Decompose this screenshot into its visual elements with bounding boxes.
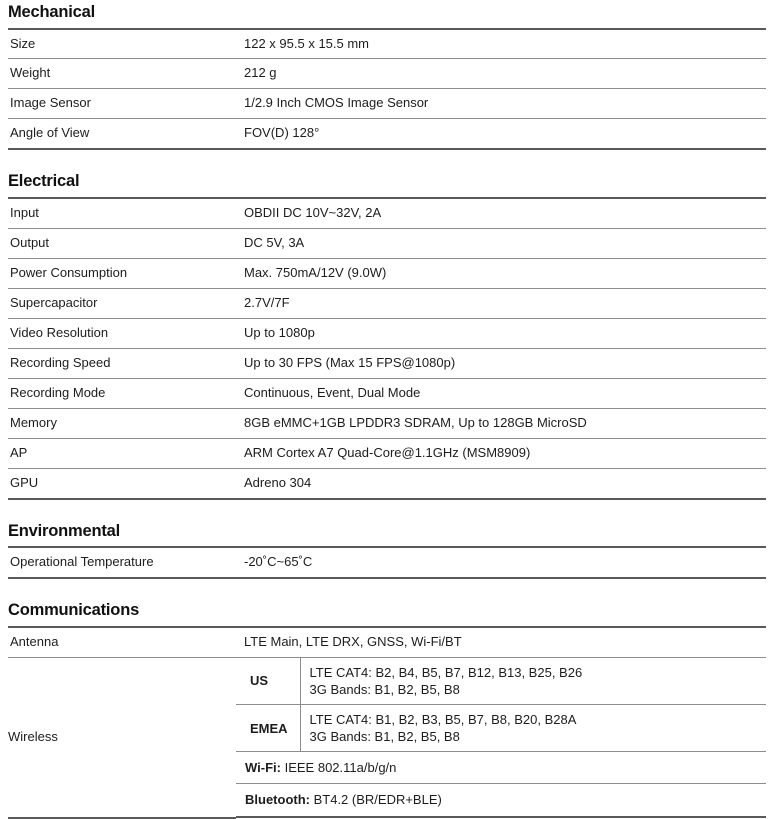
wireless-region-row xyxy=(236,704,766,751)
spec-table-electrical xyxy=(8,197,766,500)
row-value: 212 g xyxy=(236,59,766,89)
row-label-wireless: Wireless xyxy=(8,657,236,817)
row-label: Input xyxy=(8,198,236,228)
row-value: FOV(D) 128° xyxy=(236,119,766,149)
row-value: Adreno 304 xyxy=(236,468,766,498)
row-label: Output xyxy=(8,228,236,258)
table-row xyxy=(8,198,766,228)
region-bands-emea xyxy=(300,704,766,751)
spec-table-mechanical xyxy=(8,28,766,151)
row-value: Up to 30 FPS (Max 15 FPS@1080p) xyxy=(236,348,766,378)
wifi-cell xyxy=(236,752,766,784)
table-row xyxy=(8,29,766,59)
wireless-detail-cell xyxy=(236,657,766,817)
region-label-emea: EMEA xyxy=(236,704,300,751)
table-row xyxy=(8,119,766,149)
table-row xyxy=(8,258,766,288)
row-label: Memory xyxy=(8,408,236,438)
section-title-electrical: Electrical xyxy=(8,172,80,191)
row-value: 2.7V/7F xyxy=(236,288,766,318)
section-title-mechanical: Mechanical xyxy=(8,3,95,21)
bluetooth-cell xyxy=(236,784,766,817)
row-label: Recording Mode xyxy=(8,378,236,408)
section-title-communications: Communications xyxy=(8,601,140,620)
table-row xyxy=(8,627,766,657)
table-row-wireless xyxy=(8,657,766,817)
row-value: LTE Main, LTE DRX, GNSS, Wi-Fi/BT xyxy=(236,627,766,657)
row-value: 122 x 95.5 x 15.5 mm xyxy=(236,29,766,59)
row-label: Power Consumption xyxy=(8,258,236,288)
row-value: Max. 750mA/12V (9.0W) xyxy=(236,258,766,288)
table-row xyxy=(8,318,766,348)
row-label: AP xyxy=(8,438,236,468)
section-title-environmental: Environmental xyxy=(8,521,121,540)
row-label: Image Sensor xyxy=(8,89,236,119)
row-label: Weight xyxy=(8,59,236,89)
spec-table-communications xyxy=(8,626,766,819)
table-row xyxy=(8,408,766,438)
row-value: 8GB eMMC+1GB LPDDR3 SDRAM, Up to 128GB MicroSD xyxy=(236,408,766,438)
row-value: ARM Cortex A7 Quad-Core@1.1GHz (MSM8909) xyxy=(236,438,766,468)
wireless-region-row xyxy=(236,658,766,705)
region-label-us: US xyxy=(236,658,300,705)
section-spacer xyxy=(8,579,766,602)
bluetooth-label: Bluetooth: xyxy=(245,792,310,808)
section-spacer xyxy=(8,500,766,523)
table-row xyxy=(8,288,766,318)
row-value: Up to 1080p xyxy=(236,318,766,348)
table-row xyxy=(8,348,766,378)
row-label: Supercapacitor xyxy=(8,288,236,318)
lte-band-line: LTE CAT4: B2, B4, B5, B7, B12, B13, B25, B26 xyxy=(309,664,583,680)
row-value: DC 5V, 3A xyxy=(236,228,766,258)
region-bands-us xyxy=(300,658,766,705)
table-row xyxy=(8,438,766,468)
table-row xyxy=(8,547,766,578)
row-label: Recording Speed xyxy=(8,348,236,378)
spec-table-environmental xyxy=(8,546,766,579)
row-label: Antenna xyxy=(8,627,236,657)
wifi-value: IEEE 802.11a/b/g/n xyxy=(280,760,397,776)
row-label: Video Resolution xyxy=(8,318,236,348)
table-row xyxy=(8,89,766,119)
row-label: Angle of View xyxy=(8,119,236,149)
row-label: Operational Temperature xyxy=(8,547,236,578)
row-value: OBDII DC 10V~32V, 2A xyxy=(236,198,766,228)
wifi-label: Wi-Fi: xyxy=(245,760,281,776)
table-row xyxy=(8,378,766,408)
threeg-band-line: 3G Bands: B1, B2, B5, B8 xyxy=(309,681,460,697)
lte-band-line: LTE CAT4: B1, B2, B3, B5, B7, B8, B20, B28A xyxy=(309,711,577,727)
row-label: Size xyxy=(8,29,236,59)
row-value: Continuous, Event, Dual Mode xyxy=(236,378,766,408)
table-row xyxy=(8,59,766,89)
threeg-band-line: 3G Bands: B1, B2, B5, B8 xyxy=(309,729,460,745)
row-value: -20˚C~65˚C xyxy=(236,547,766,578)
wireless-nested-table xyxy=(236,658,766,818)
section-spacer xyxy=(8,150,766,173)
table-row xyxy=(8,228,766,258)
wireless-wifi-row xyxy=(236,752,766,784)
table-row xyxy=(8,468,766,498)
wireless-bluetooth-row xyxy=(236,784,766,817)
bluetooth-value: BT4.2 (BR/EDR+BLE) xyxy=(309,792,442,808)
row-label: GPU xyxy=(8,468,236,498)
row-value: 1/2.9 Inch CMOS Image Sensor xyxy=(236,89,766,119)
